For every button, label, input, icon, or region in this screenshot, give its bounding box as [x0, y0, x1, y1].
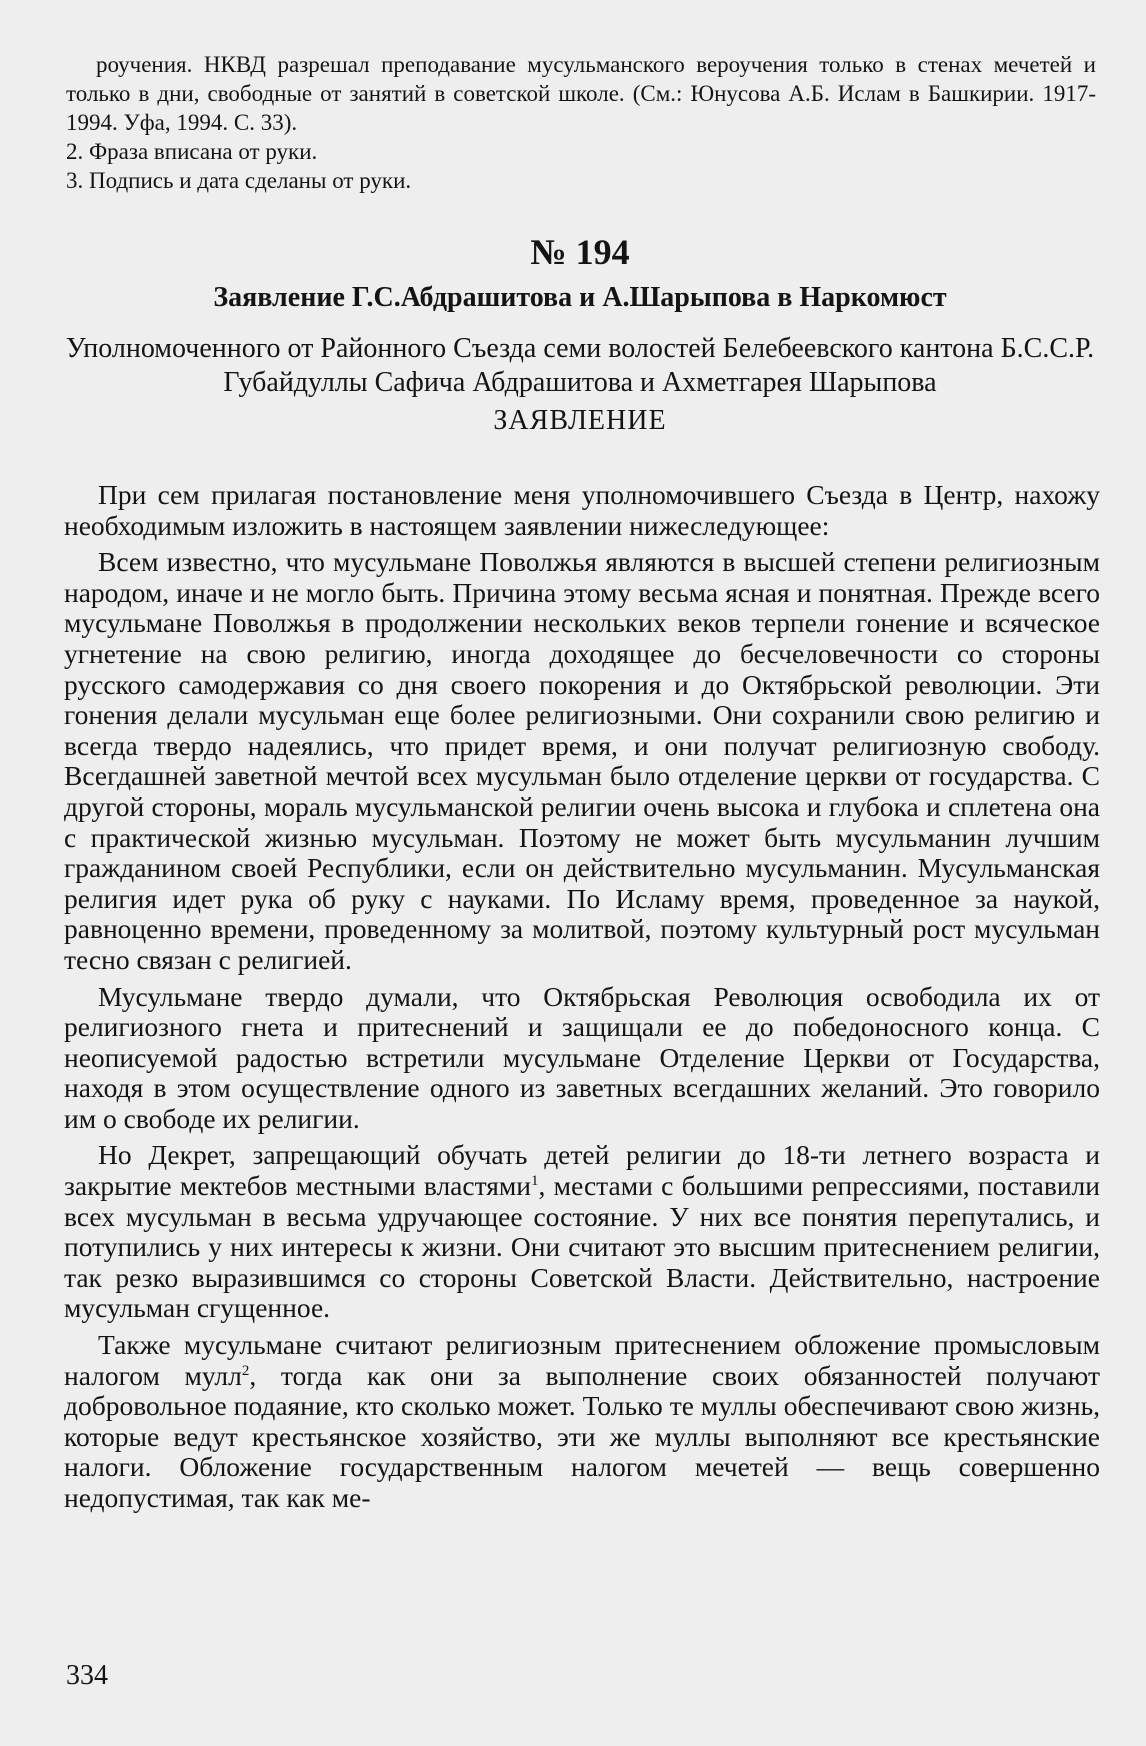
- document-body: [64, 480, 1100, 1520]
- document-number: № 194: [530, 232, 630, 272]
- paragraph-2: Всем известно, что мусульмане Поволжья являются в высшей степени религиозным народом, иначе и не могло быть. Причина этому весьма ясная и понятная. Прежде всего мусульмане Поволжья в продолжении нескольких веков терпели гонение и всяческое угнетение на свою религию, иногда доходящее до бесчеловечности со стороны русского самодержавия со дня своего покорения и до Октябрьской революции. Эти гонения делали мусульман еще более религиозными. Они сохранили свою религию и всегда твердо надеялись, что придет время, и они получат религиозную свободу. Всегдашней заветной мечтой всех мусульман было отделение церкви от государства. С другой стороны, мораль мусульманской религии очень высока и глубока и сплетена она с практической жизнью мусульман. Поэтому не может быть мусульманин лучшим гражданином своей Республики, если он действительно мусульманин. Мусульманская религия идет рука об руку с науками. По Исламу время, проведенное за наукой, равноценно времени, проведенному за молитвой, поэтому культурный рост мусульман тесно связан с религией.: [64, 546, 1100, 975]
- paragraph-4-part-a: Но Декрет, запрещающий обучать детей религии до 18-ти летнего возраста и закрытие мектебов местными властями: [64, 1139, 1100, 1202]
- paragraph-5: [64, 1330, 1100, 1514]
- paragraph-4-part-b: , местами с большими репрессиями, поставили всех мусульман в весьма удручающее состояние. У них все понятия перепутались, и потупились у них интересы к жизни. Они считают это высшим притеснением религии, так резко выразившимся со стороны Советской Власти. Действительно, настроение мусульман сгущенное.: [64, 1170, 1100, 1324]
- footnote-continuation: роучения. НКВД разрешал преподавание мусульманского вероучения только в стенах мечетей и только в дни, свободные от занятий в советской школе. (См.: Юнусова А.Б. Ислам в Башкирии. 1917-1994. Уфа, 1994. С. 33).: [66, 52, 1096, 135]
- footnote-3: 3. Подпись и дата сделаны от руки.: [66, 168, 412, 193]
- footnote-ref-2: 2: [241, 1362, 250, 1379]
- paragraph-4: [64, 1140, 1100, 1324]
- footnotes: [66, 50, 1096, 195]
- document-title: Заявление Г.С.Абдрашитова и А.Шарыпова в Наркомюст: [213, 282, 947, 313]
- footnote-2: 2. Фраза вписана от руки.: [66, 139, 318, 164]
- document-author: Уполномоченного от Районного Съезда семи волостей Белебеевского кантона Б.С.С.Р. Губайдуллы Сафича Абдрашитова и Ахметгарея Шарыпова: [65, 333, 1095, 398]
- paragraph-5-part-a: Также мусульмане считают религиозным притеснением обложение промысловым налогом мулл: [64, 1329, 1100, 1391]
- paragraph-3: Мусульмане твердо думали, что Октябрьская Революция освободила их от религиозного гнета и притеснений и защищали ее до победоносного конца. С неописуемой радостью встретили мусульмане Отделение Церкви от Государства, находя в этом осуществление одного из заветных всегдашних желаний. Это говорило им о свободе их религии.: [64, 980, 1100, 1134]
- footnote-ref-1: 1: [531, 1172, 539, 1189]
- document-heading: [60, 230, 1100, 438]
- page-number: 334: [66, 1660, 108, 1691]
- document-type: ЗАЯВЛЕНИЕ: [493, 405, 667, 436]
- paragraph-1: При сем прилагая постановление меня уполномочившего Съезда в Центр, нахожу необходимым изложить в настоящем заявлении нижеследующее:: [64, 479, 1100, 541]
- paragraph-5-part-b: , тогда как они за выполнение своих обязанностей получают добровольное подаяние, кто сколько может. Только те муллы обеспечивают свою жизнь, которые ведут крестьянское хозяйство, эти же муллы выполняют все крестьянские налоги. Обложение государственным налогом мечетей — вещь совершенно недопустимая, так как ме-: [64, 1359, 1100, 1513]
